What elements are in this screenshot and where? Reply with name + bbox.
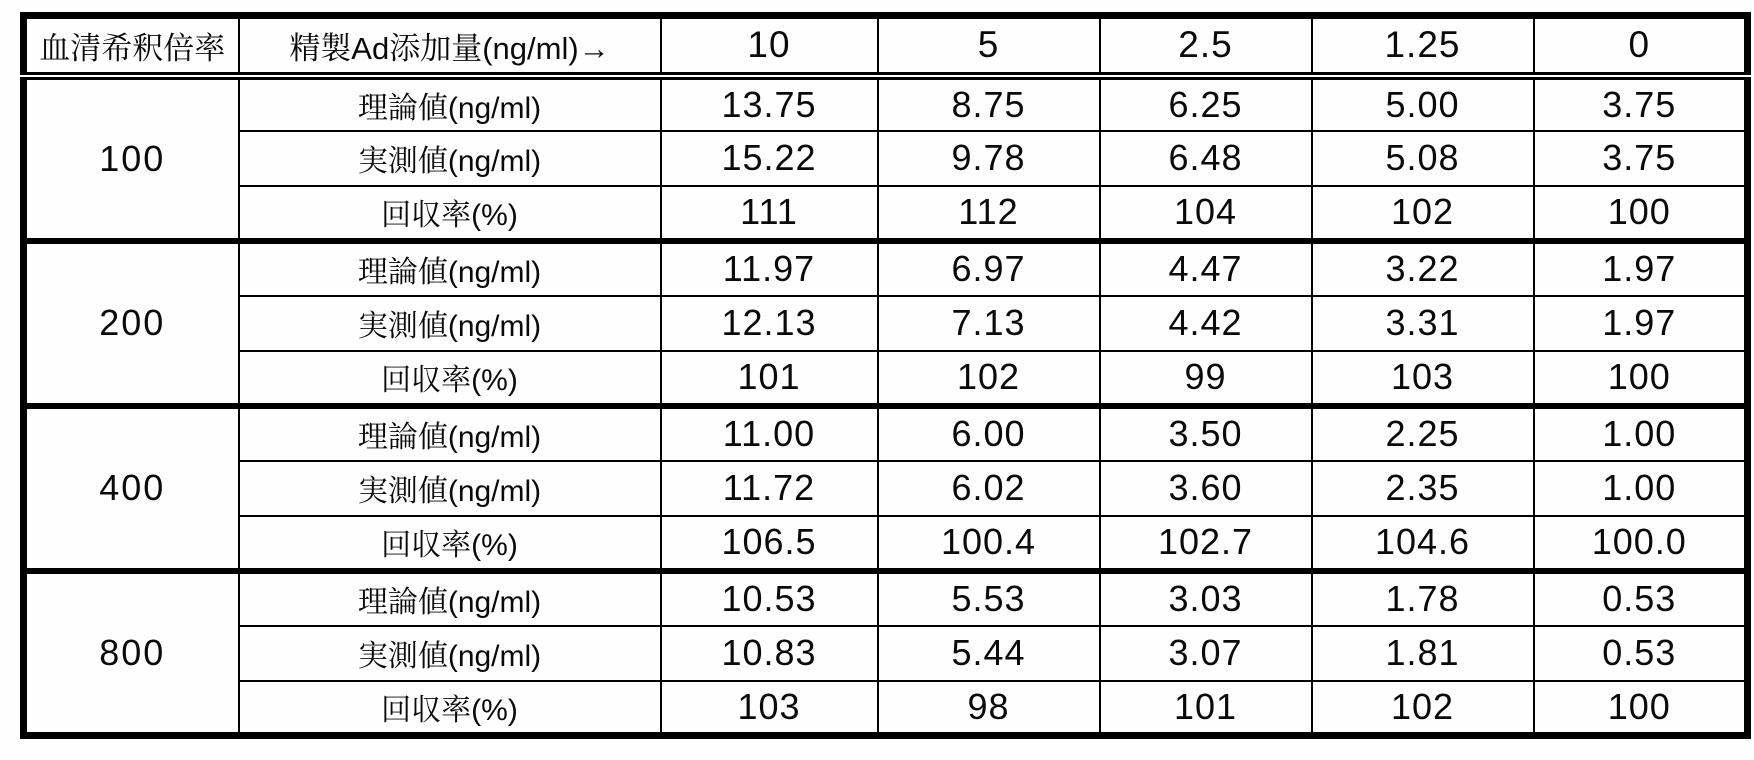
value-cell: 3.50: [1100, 406, 1312, 461]
value-cell: 104: [1100, 186, 1312, 241]
row-label-cell: 回収率(%): [239, 351, 661, 406]
value-cell: 112: [878, 186, 1100, 241]
value-cell: 11.97: [661, 241, 878, 296]
row-label-cell: 理論値(ng/ml): [239, 406, 661, 461]
recovery-rate-table: [20, 12, 1751, 739]
value-cell: 4.47: [1100, 241, 1312, 296]
value-cell: 103: [1312, 351, 1534, 406]
table-row: [24, 76, 1748, 131]
header-dose-label: 精製Ad添加量(ng/ml)→: [239, 16, 661, 76]
row-label-cell: 実測値(ng/ml): [239, 461, 661, 516]
value-cell: 102: [1312, 681, 1534, 736]
dilution-cell: 800: [24, 571, 239, 736]
value-cell: 5.44: [878, 626, 1100, 681]
table-row: [24, 571, 1748, 626]
value-cell: 7.13: [878, 296, 1100, 351]
header-row: [24, 16, 1748, 76]
value-cell: 0.53: [1534, 626, 1748, 681]
value-cell: 8.75: [878, 76, 1100, 131]
value-cell: 13.75: [661, 76, 878, 131]
value-cell: 6.48: [1100, 131, 1312, 186]
table-row: [24, 186, 1748, 241]
value-cell: 102: [878, 351, 1100, 406]
row-label-cell: 理論値(ng/ml): [239, 76, 661, 131]
row-label-cell: 実測値(ng/ml): [239, 296, 661, 351]
value-cell: 10.83: [661, 626, 878, 681]
header-dose-value: 10: [661, 16, 878, 76]
value-cell: 3.31: [1312, 296, 1534, 351]
value-cell: 1.97: [1534, 296, 1748, 351]
value-cell: 5.08: [1312, 131, 1534, 186]
row-label-cell: 理論値(ng/ml): [239, 241, 661, 296]
value-cell: 103: [661, 681, 878, 736]
header-dose-value: 2.5: [1100, 16, 1312, 76]
dilution-cell: 400: [24, 406, 239, 571]
value-cell: 3.75: [1534, 76, 1748, 131]
table-row: [24, 681, 1748, 736]
header-dose-value: 1.25: [1312, 16, 1534, 76]
value-cell: 100: [1534, 186, 1748, 241]
header-dilution-label: 血清希釈倍率: [24, 16, 239, 76]
value-cell: 6.02: [878, 461, 1100, 516]
value-cell: 101: [1100, 681, 1312, 736]
value-cell: 10.53: [661, 571, 878, 626]
value-cell: 1.00: [1534, 461, 1748, 516]
table-row: [24, 461, 1748, 516]
value-cell: 102: [1312, 186, 1534, 241]
table-row: [24, 406, 1748, 461]
value-cell: 3.07: [1100, 626, 1312, 681]
value-cell: 9.78: [878, 131, 1100, 186]
table-row: [24, 131, 1748, 186]
value-cell: 1.78: [1312, 571, 1534, 626]
value-cell: 111: [661, 186, 878, 241]
table-row: [24, 626, 1748, 681]
value-cell: 2.25: [1312, 406, 1534, 461]
value-cell: 3.75: [1534, 131, 1748, 186]
value-cell: 100.0: [1534, 516, 1748, 571]
value-cell: 12.13: [661, 296, 878, 351]
row-label-cell: 実測値(ng/ml): [239, 626, 661, 681]
row-label-cell: 実測値(ng/ml): [239, 131, 661, 186]
value-cell: 100.4: [878, 516, 1100, 571]
dilution-cell: 100: [24, 76, 239, 241]
value-cell: 0.53: [1534, 571, 1748, 626]
value-cell: 15.22: [661, 131, 878, 186]
table-row: [24, 241, 1748, 296]
value-cell: 98: [878, 681, 1100, 736]
value-cell: 2.35: [1312, 461, 1534, 516]
value-cell: 1.00: [1534, 406, 1748, 461]
value-cell: 6.00: [878, 406, 1100, 461]
row-label-cell: 回収率(%): [239, 186, 661, 241]
value-cell: 101: [661, 351, 878, 406]
value-cell: 4.42: [1100, 296, 1312, 351]
header-dose-value: 0: [1534, 16, 1748, 76]
value-cell: 3.60: [1100, 461, 1312, 516]
value-cell: 5.53: [878, 571, 1100, 626]
value-cell: 3.22: [1312, 241, 1534, 296]
value-cell: 3.03: [1100, 571, 1312, 626]
table-row: [24, 516, 1748, 571]
value-cell: 100: [1534, 681, 1748, 736]
row-label-cell: 理論値(ng/ml): [239, 571, 661, 626]
value-cell: 1.97: [1534, 241, 1748, 296]
value-cell: 102.7: [1100, 516, 1312, 571]
value-cell: 104.6: [1312, 516, 1534, 571]
value-cell: 6.97: [878, 241, 1100, 296]
dilution-cell: 200: [24, 241, 239, 406]
value-cell: 106.5: [661, 516, 878, 571]
table-row: [24, 296, 1748, 351]
value-cell: 100: [1534, 351, 1748, 406]
value-cell: 1.81: [1312, 626, 1534, 681]
value-cell: 11.00: [661, 406, 878, 461]
row-label-cell: 回収率(%): [239, 681, 661, 736]
value-cell: 5.00: [1312, 76, 1534, 131]
row-label-cell: 回収率(%): [239, 516, 661, 571]
value-cell: 6.25: [1100, 76, 1312, 131]
value-cell: 99: [1100, 351, 1312, 406]
value-cell: 11.72: [661, 461, 878, 516]
table-body: [24, 76, 1748, 736]
header-dose-value: 5: [878, 16, 1100, 76]
table-row: [24, 351, 1748, 406]
